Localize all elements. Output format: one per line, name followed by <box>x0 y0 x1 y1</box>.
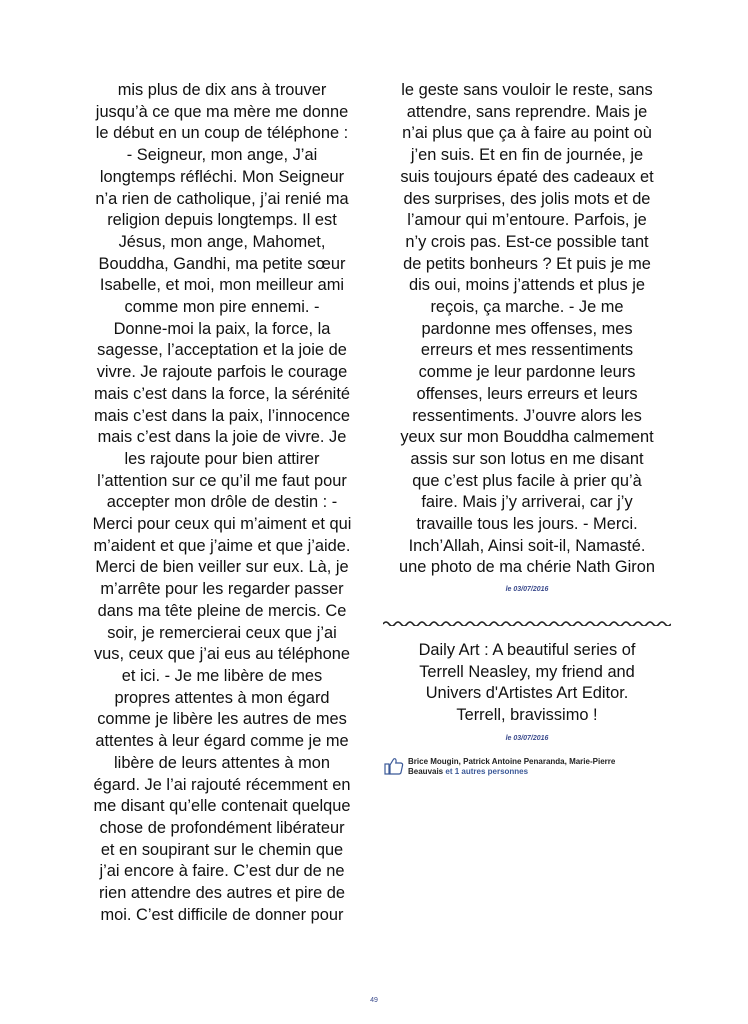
text-line: égard. Je l’ai rajouté récemment en <box>93 775 351 794</box>
text-line: dis oui, moins j’attends et plus je <box>409 276 645 295</box>
wavy-divider <box>383 616 671 626</box>
text-line: mais c’est dans la paix, l’innocence <box>93 406 350 425</box>
text-line: dans ma tête pleine de mercis. Ce <box>97 601 347 620</box>
likes-others-link[interactable]: et 1 autres personnes <box>445 767 529 776</box>
left-text-column <box>76 80 368 926</box>
text-line: Donne-moi la paix, la force, la <box>113 319 331 338</box>
text-line: j’ai encore à faire. C’est dur de ne <box>99 862 345 881</box>
text-line: mais c’est dans la joie de vivre. Je <box>97 428 347 447</box>
post-text-line: Daily Art : A beautiful series of <box>418 641 636 659</box>
text-line: comme je libère les autres de mes <box>97 710 347 729</box>
text-line: me disant qu’elle contenait quelque <box>93 797 351 816</box>
text-line: erreurs et mes ressentiments <box>420 341 634 360</box>
text-line: accepter mon drôle de destin : - <box>106 493 338 512</box>
text-line: pardonne mes offenses, mes <box>421 319 633 338</box>
text-line: m’arrête pour les regarder passer <box>100 580 344 599</box>
text-line: de petits bonheurs ? Et puis je me <box>403 254 651 273</box>
right-text-column <box>382 80 672 579</box>
text-line: mais c’est dans la force, la sérénité <box>94 384 350 403</box>
likes-names: Beauvais <box>408 767 444 776</box>
text-line: m’aident et que j’aime et que j’aide. <box>93 536 351 555</box>
text-line: attendre, sans reprendre. Mais je <box>406 102 648 121</box>
text-line: et ici. - Je me libère de mes <box>121 666 323 685</box>
text-line: Inch’Allah, Ainsi soit-il, Namasté. <box>408 536 646 555</box>
text-line: le geste sans vouloir le reste, sans <box>401 81 653 99</box>
text-line: et en soupirant sur le chemin que <box>100 840 344 859</box>
text-line: comme mon pire ennemi. - <box>124 298 320 317</box>
text-line: les rajoute pour bien attirer <box>124 449 320 468</box>
post-date: le 03/07/2016 <box>505 735 549 742</box>
post-date: le 03/07/2016 <box>505 586 549 593</box>
text-line: religion depuis longtemps. Il est <box>107 211 337 230</box>
text-line: Bouddha, Gandhi, ma petite sœur <box>98 254 346 273</box>
text-line: une photo de ma chérie Nath Giron <box>398 558 656 577</box>
daily-art-post <box>382 640 672 727</box>
text-line: n’y crois pas. Est-ce possible tant <box>405 232 649 251</box>
text-line: reçois, ça marche. - Je me <box>430 298 624 317</box>
text-line: suis toujours épaté des cadeaux et <box>400 167 654 186</box>
text-line: soir, je remercierai ceux que j’ai <box>107 623 337 642</box>
post-text-line: Terrell Neasley, my friend and <box>419 662 635 681</box>
text-line: mis plus de dix ans à trouver <box>117 81 327 99</box>
text-line: le début en un coup de téléphone : <box>95 124 349 143</box>
text-line: rien attendre des autres et pire de <box>98 884 345 903</box>
text-line: - Seigneur, mon ange, J’ai <box>126 146 318 165</box>
text-line: l’attention sur ce qu’il me faut pour <box>97 471 347 490</box>
text-line: travaille tous les jours. - Merci. <box>416 515 638 534</box>
text-line: libère de leurs attentes à mon <box>114 753 330 772</box>
text-line: jusqu’à ce que ma mère me donne <box>95 102 349 121</box>
likes-text <box>408 757 615 777</box>
likes-row <box>384 757 674 777</box>
page-number: 49 <box>370 997 378 1004</box>
text-line: sagesse, l’acceptation et la joie de <box>97 341 347 360</box>
text-line: longtemps réfléchi. Mon Seigneur <box>99 167 345 186</box>
text-line: j’en suis. Et en fin de journée, je <box>410 146 644 165</box>
text-line: vus, ceux que j’ai eus au téléphone <box>93 645 351 664</box>
text-line: moi. C’est difficile de donner pour <box>100 905 344 924</box>
text-line: des surprises, des jolis mots et de <box>403 189 651 208</box>
text-line: Merci de bien veiller sur eux. Là, je <box>95 558 349 577</box>
text-line: vivre. Je rajoute parfois le courage <box>96 363 348 382</box>
text-line: offenses, leurs erreurs et leurs <box>416 384 638 403</box>
post-text-line: Terrell, bravissimo ! <box>456 706 598 725</box>
text-line: chose de profondément libérateur <box>99 818 345 837</box>
post-text-line: Univers d'Artistes Art Editor. <box>425 684 629 703</box>
text-line: attentes à leur égard comme je me <box>95 732 349 751</box>
text-line: propres attentes à mon égard <box>114 688 330 707</box>
text-line: que c’est plus facile à prier qu’à <box>412 471 642 490</box>
wavy-divider-line <box>383 619 671 626</box>
likes-names: Brice Mougin, Patrick Antoine Penaranda, Marie-Pierre <box>408 757 616 766</box>
text-line: n’ai plus que ça à faire au point où <box>402 124 652 143</box>
text-line: Jésus, mon ange, Mahomet, <box>118 232 326 251</box>
text-line: yeux sur mon Bouddha calmement <box>400 428 654 447</box>
text-line: faire. Mais j’y arriverai, car j’y <box>421 493 633 512</box>
text-line: comme je leur pardonne leurs <box>418 363 636 382</box>
thumbs-up-icon <box>384 757 404 775</box>
text-line: l’amour qui m’entoure. Parfois, je <box>407 211 647 230</box>
text-line: n’a rien de catholique, j’ai renié ma <box>95 189 349 208</box>
text-line: Merci pour ceux qui m’aiment et qui <box>92 515 352 534</box>
text-line: assis sur son lotus en me disant <box>410 449 644 468</box>
text-line: Isabelle, et moi, mon meilleur ami <box>99 276 345 295</box>
text-line: ressentiments. J’ouvre alors les <box>412 406 642 425</box>
